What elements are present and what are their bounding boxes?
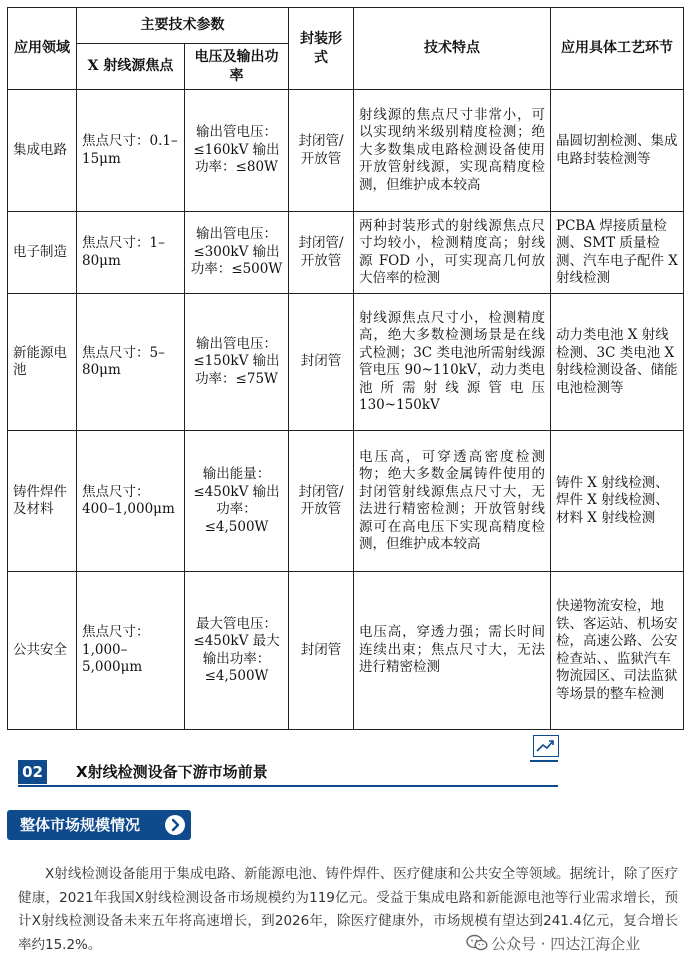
header-process: 应用具体工艺环节: [551, 8, 684, 90]
header-features: 技术特点: [354, 8, 551, 90]
table-row: [8, 431, 684, 572]
cell-spot: 焦点尺寸：400–1,000μm: [77, 431, 185, 572]
trend-chart-icon: [533, 735, 559, 757]
cell-spot: 焦点尺寸：1–80μm: [77, 212, 185, 294]
cell-features: 两种封装形式的射线源焦点尺寸均较小，检测精度高；射线源 FOD 小，可实现高几何放大倍率的检测: [354, 212, 551, 294]
cell-spot: 焦点尺寸：1,000–5,000μm: [77, 572, 185, 730]
cell-voltage: 输出管电压：≤160kV 输出功率：≤80W: [185, 90, 289, 212]
header-spot: X 射线源焦点: [77, 44, 185, 90]
section-underline: [18, 785, 558, 787]
cell-package: 封闭管: [289, 572, 354, 730]
watermark-text: 公众号 · 四达江海企业: [491, 935, 641, 953]
cell-features: 电压高，穿透力强；需长时间连续出束；焦点尺寸大，无法进行精密检测: [354, 572, 551, 730]
cell-voltage: 输出能量：≤450kV 输出功率：≤4,500W: [185, 431, 289, 572]
cell-field: 公共安全: [8, 572, 77, 730]
cell-package: 封闭管/开放管: [289, 431, 354, 572]
cell-voltage: 最大管电压：≤450kV 最大输出功率：≤4,500W: [185, 572, 289, 730]
section-title: X射线检测设备下游市场前景: [76, 763, 268, 781]
header-field: 应用领域: [8, 8, 77, 90]
cell-process: 晶圆切割检测、集成电路封装检测等: [551, 90, 684, 212]
header-package: 封装形式: [289, 8, 354, 90]
cell-package: 封闭管/开放管: [289, 212, 354, 294]
cell-voltage: 输出管电压：≤150kV 输出功率：≤75W: [185, 294, 289, 431]
cell-process: 快递物流安检，地铁、客运站、机场安检，高速公路、公安检查站、、监狱汽车物流园区、司法监狱等场景的整车检测: [551, 572, 684, 730]
header-voltage: 电压及输出功率: [185, 44, 289, 90]
cell-field: 新能源电池: [8, 294, 77, 431]
cell-process: 铸件 X 射线检测、焊件 X 射线检测、材料 X 射线检测: [551, 431, 684, 572]
table-row: [8, 572, 684, 730]
section-number: 02: [18, 760, 47, 784]
subsection-banner: [7, 810, 191, 840]
header-params: 主要技术参数: [77, 8, 289, 44]
cell-field: 电子制造: [8, 212, 77, 294]
cell-features: 射线源的焦点尺寸非常小，可以实现纳米级别精度检测；绝大多数集成电路检测设备使用开放管射线源，实现高精度检测，但维护成本较高: [354, 90, 551, 212]
cell-spot: 焦点尺寸：0.1–15μm: [77, 90, 185, 212]
cell-features: 电压高，可穿透高密度检测物；绝大多数金属铸件使用的封闭管射线源焦点尺寸大，无法进行精密检测；开放管射线源可在高电压下实现高精度检测，但维护成本较高: [354, 431, 551, 572]
cell-process: 动力类电池 X 射线检测、3C 类电池 X 射线检测设备、储能电池检测等: [551, 294, 684, 431]
table-row: [8, 90, 684, 212]
subsection-label: 整体市场规模情况: [20, 816, 141, 834]
chevron-right-icon: [165, 815, 185, 835]
table-row: [8, 294, 684, 431]
cell-spot: 焦点尺寸：5–80μm: [77, 294, 185, 431]
watermark: [466, 933, 640, 954]
spec-table: [7, 7, 684, 730]
cell-field: 集成电路: [8, 90, 77, 212]
cell-package: 封闭管: [289, 294, 354, 431]
cell-package: 封闭管/开放管: [289, 90, 354, 212]
cell-process: PCBA 焊接质量检测、SMT 质量检测、汽车电子配件 X 射线检测: [551, 212, 684, 294]
cell-field: 铸件焊件及材料: [8, 431, 77, 572]
table-row: [8, 212, 684, 294]
cell-features: 射线源焦点尺寸小，检测精度高，绝大多数检测场景是在线式检测；3C 类电池所需射线源管电压 90~110kV，动力类电池所需射线源管电压130~150kV: [354, 294, 551, 431]
section-heading: [18, 760, 558, 784]
cell-voltage: 输出管电压：≤300kV 输出功率：≤500W: [185, 212, 289, 294]
body-paragraph: X射线检测设备能用于集成电路、新能源电池、铸件焊件、医疗健康和公共安全等领域。据统计，除了医疗健康，2021年我国X射线检测设备市场规模约为119亿元。受益于集成电路和新能源电池等行业需求增长，预计X射线检测设备未来五年将高速增长，到2026年，除医疗健康外，市场规模有望达到241.4亿元，复合增长率约15.2%。: [18, 866, 678, 953]
wechat-icon: [466, 934, 488, 952]
